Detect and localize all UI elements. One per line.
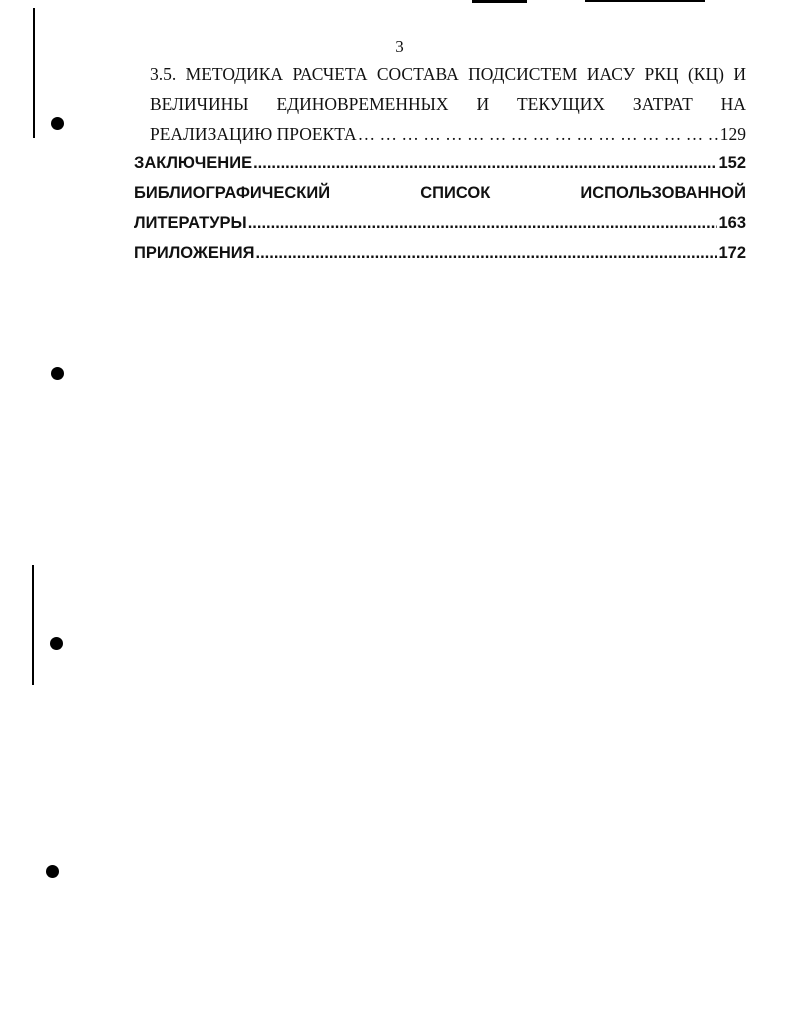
toc-word: РАСЧЕТА (292, 64, 368, 84)
toc-word: НА (720, 94, 746, 114)
toc-word: ИСПОЛЬЗОВАННОЙ (580, 184, 746, 202)
toc-entry-title: ЛИТЕРАТУРЫ (134, 214, 247, 232)
toc-word: И (476, 94, 490, 114)
toc-word: МЕТОДИКА (185, 64, 284, 84)
toc-word: И (733, 64, 746, 84)
toc-word: ТЕКУЩИХ (516, 94, 606, 114)
toc-word: ЗАТРАТ (632, 94, 693, 114)
dot-leader (358, 124, 719, 144)
toc-entry-3-5-line-2 (150, 94, 746, 114)
toc-word: ПОДСИСТЕМ (468, 64, 578, 84)
toc-page-number: 129 (719, 124, 746, 144)
toc-entry-title: ПРИЛОЖЕНИЯ (134, 244, 255, 262)
toc-word: ИАСУ (586, 64, 636, 84)
toc-page-number: 152 (718, 154, 746, 172)
toc-word: (КЦ) (687, 64, 724, 84)
toc-word: БИБЛИОГРАФИЧЕСКИЙ (134, 184, 331, 202)
toc-entry-bibliography-line-2 (134, 213, 746, 233)
toc-entry-3-5-line-1 (150, 64, 746, 84)
toc-word: ВЕЛИЧИНЫ (150, 94, 249, 114)
page-number: 3 (395, 37, 404, 56)
toc-word: ЕДИНОВРЕМЕННЫХ (276, 94, 449, 114)
dot-leader (255, 243, 717, 263)
toc-page-number: 172 (718, 244, 746, 262)
toc-page-number: 163 (718, 214, 746, 232)
toc-entry-3-5-line-3 (150, 124, 746, 144)
dot-leader (253, 153, 717, 173)
toc-word: СОСТАВА (376, 64, 459, 84)
toc-entry-appendices (134, 243, 746, 263)
toc-entry-bibliography-line-1 (134, 183, 746, 203)
toc-entry-title: РЕАЛИЗАЦИЮ ПРОЕКТА (150, 124, 357, 144)
toc-word: 3.5. (150, 64, 177, 84)
toc-word: СПИСОК (420, 184, 491, 202)
toc-entry-title: ЗАКЛЮЧЕНИЕ (134, 154, 253, 172)
toc-word: РКЦ (644, 64, 679, 84)
toc-entry-conclusion (134, 153, 746, 173)
dot-leader (248, 213, 718, 233)
